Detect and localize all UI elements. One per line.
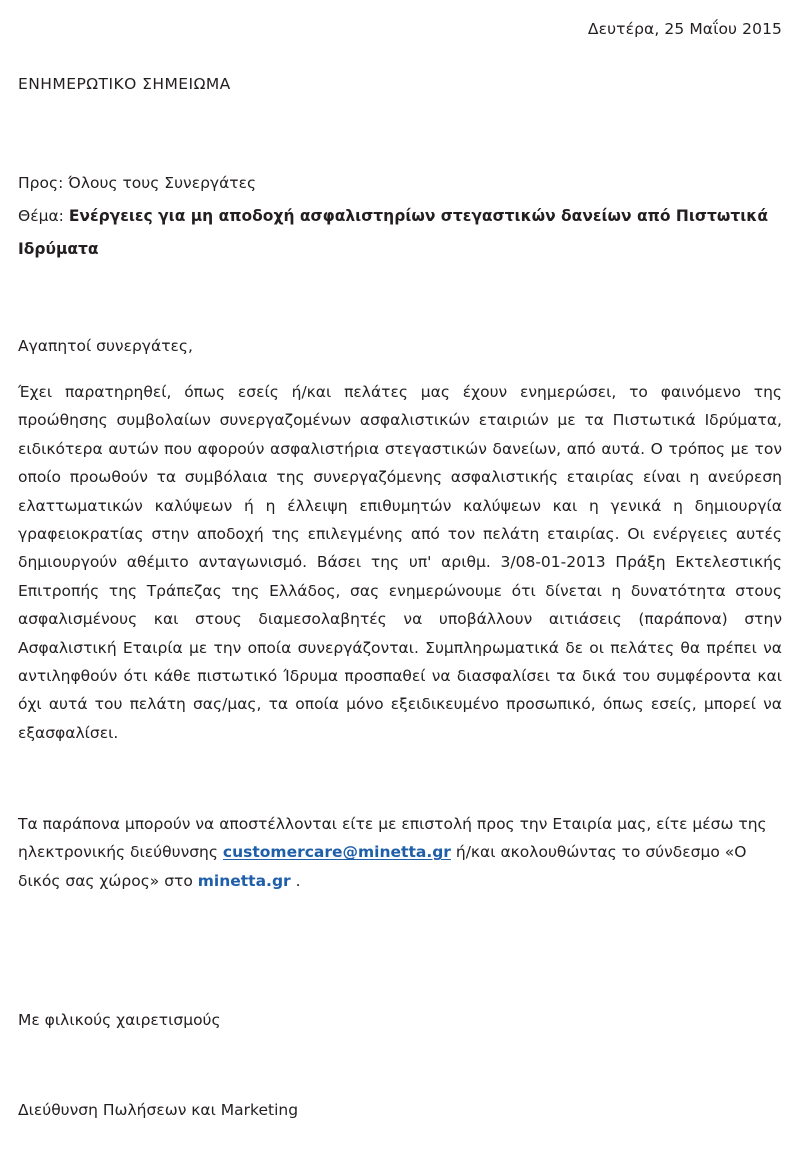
minetta-site-link[interactable]: minetta.gr xyxy=(197,871,291,890)
signoff: Με φιλικούς χαιρετισμούς xyxy=(18,1011,221,1029)
department-name: Διεύθυνση Πωλήσεων και Marketing xyxy=(18,1101,299,1119)
subject-value: Ενέργειες για μη αποδοχή ασφαλιστηρίων στεγαστικών δανείων από Πιστωτικά Ιδρύματα xyxy=(18,207,768,258)
subject-line xyxy=(18,200,782,266)
memo-meta-block xyxy=(18,166,782,266)
contact-paragraph xyxy=(18,810,782,895)
recipient-value: Όλους τους Συνεργάτες xyxy=(68,174,257,192)
body-paragraph: Έχει παρατηρηθεί, όπως εσείς ή/και πελάτες μας έχουν ενημερώσει, το φαινόμενο της προώθησης συμβολαίων συνεργαζομένων ασφαλιστικών εταιριών με τα Πιστωτικά Ιδρύματα, ειδικότερα αυτών που αφορούν ασφαλιστήρια στεγαστικών δανείων, από αυτά. Ο τρόπος με τον οποίο προωθούν τα συμβόλαια της συνεργαζόμενης ασφαλιστικής εταιρίας είναι η ανεύρεση ελαττωματικών καλύψεων ή η έλλειψη επιθυμητών καλύψεων και η γενικά η δημιουργία γραφειοκρατίας στην αποδοχή της επιλεγμένης από τον πελάτη εταιρίας. Οι ενέργειες αυτές δημιουργούν αθέμιτο ανταγωνισμό. Βάσει της υπ' αριθμ. 3/08-01-2013 Πράξη Εκτελεστικής Επιτροπής της Τράπεζας της Ελλάδος, σας ενημερώνουμε ότι δίνεται η δυνατότητα στους ασφαλισμένους και στους διαμεσολαβητές να υποβάλλουν αιτιάσεις (παράπονα) στην Ασφαλιστική Εταιρία με την οποία συνεργάζονται. Συμπληρωματικά δε οι πελάτες θα πρέπει να αντιληφθούν ότι κάθε πιστωτικό Ίδρυμα προσπαθεί να διασφαλίσει τα δικά του συμφέροντα και όχι αυτά του πελάτη σας/μας, τα οποία μόνο εξειδικευμένο προσωπικό, όπως εσείς, μπορεί να εξασφαλίσει. xyxy=(18,383,782,742)
recipient-label: Προς: xyxy=(18,174,69,192)
contact-text-after: . xyxy=(290,871,301,890)
date-row xyxy=(18,18,782,40)
body-paragraph-block xyxy=(18,378,782,747)
salutation: Αγαπητοί συνεργάτες, xyxy=(18,337,193,355)
contact-text-between: ή/και ακολουθώντας το σύνδεσμο «Ο δικός σας χώρος» στο xyxy=(18,843,747,890)
recipient-line xyxy=(18,166,782,200)
memo-title: ΕΝΗΜΕΡΩΤΙΚΟ ΣΗΜΕΙΩΜΑ xyxy=(18,75,231,93)
document-date: Δευτέρα, 25 Μαΐου 2015 xyxy=(587,20,782,38)
subject-label: Θέμα: xyxy=(18,207,69,225)
contact-paragraph-block xyxy=(18,810,782,895)
customercare-email-link[interactable]: customercare@minetta.gr xyxy=(222,843,451,862)
contact-text-before-email: Τα παράπονα μπορούν να αποστέλλονται είτε με επιστολή προς την Εταιρία μας, είτε μέσω της ηλεκτρονικής διεύθυνσης xyxy=(18,815,767,862)
